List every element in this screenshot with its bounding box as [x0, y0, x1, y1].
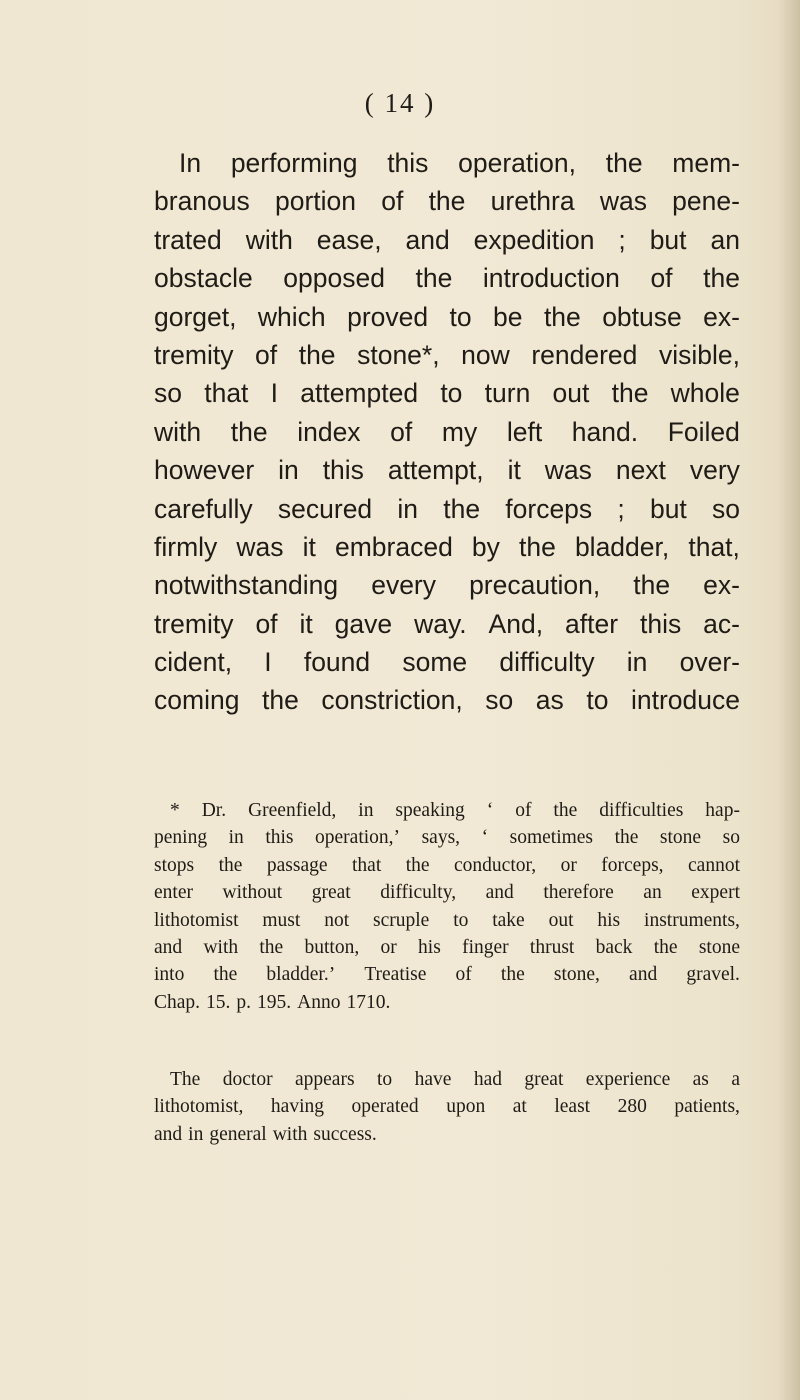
word: ‘ [486, 800, 494, 821]
word: speaking [395, 800, 465, 821]
text-line [154, 336, 740, 374]
word: was [599, 186, 647, 217]
footnote-line [154, 1093, 740, 1120]
word: difficulty, [380, 882, 457, 904]
word: in [358, 800, 374, 821]
word: the [405, 854, 430, 876]
word: cident, [154, 647, 233, 678]
word: Greenfield, [248, 800, 337, 821]
footnote-line [154, 1066, 740, 1093]
word: of [515, 800, 532, 821]
word: operation, [458, 148, 577, 178]
word: this [265, 827, 294, 849]
text-line [154, 259, 740, 297]
word: the [605, 148, 643, 178]
word: hand. [571, 416, 639, 447]
word: in [626, 647, 648, 678]
word: to [586, 685, 609, 716]
word: the [230, 416, 268, 447]
word: cannot [688, 854, 740, 876]
word: this [639, 608, 682, 639]
word: be [493, 301, 523, 332]
word: 280 [617, 1096, 647, 1118]
word: stone [698, 936, 740, 958]
word: which [257, 301, 326, 332]
word: the [218, 854, 243, 876]
word: notwithstanding [154, 570, 339, 601]
word: a [731, 1069, 740, 1090]
word: least [554, 1096, 591, 1118]
footnote-line [154, 879, 740, 906]
footnote-line [154, 852, 740, 879]
word: ‘ [481, 827, 489, 849]
word: and [485, 882, 514, 904]
text-line [154, 681, 740, 719]
word: difficulties [599, 800, 684, 821]
word: whole [670, 378, 740, 409]
word: mem- [672, 148, 740, 178]
word: coming [154, 685, 240, 716]
word: with [203, 936, 239, 958]
word: in [278, 455, 299, 486]
word: it [302, 531, 316, 562]
word: carefully [154, 493, 253, 524]
text-line [154, 374, 740, 412]
word: ex- [703, 570, 740, 601]
word: hap- [705, 800, 740, 821]
word: ac- [703, 608, 740, 639]
word: found [303, 647, 371, 678]
word: next [615, 455, 666, 486]
word: Treatise [364, 964, 427, 986]
word: as [692, 1069, 709, 1090]
text-line [154, 566, 740, 604]
word: the [443, 493, 481, 524]
word: of [390, 416, 413, 447]
footnote-line [154, 1121, 740, 1148]
word: as [535, 685, 564, 716]
word: it [507, 455, 521, 486]
word: Anno [297, 991, 341, 1013]
word: of [255, 608, 278, 639]
word: was [236, 531, 284, 562]
footnote-line [154, 934, 740, 961]
word: obtuse [602, 301, 682, 332]
word: it [299, 608, 313, 639]
word: instruments, [644, 909, 740, 931]
word: after [565, 608, 619, 639]
word: this [322, 455, 364, 486]
word: tremity [154, 608, 234, 639]
word: 1710. [346, 991, 391, 1013]
word: was [544, 455, 592, 486]
word: general [209, 1123, 267, 1145]
word: passage [266, 854, 328, 876]
word: stone*, [357, 339, 440, 370]
word: the [611, 378, 649, 409]
word: experience [585, 1069, 671, 1090]
page-edge-shadow [778, 0, 800, 1400]
word: now [461, 339, 510, 370]
main-paragraph [154, 144, 740, 720]
word: of [455, 964, 472, 986]
word: firmly [154, 531, 218, 562]
word: I [270, 378, 279, 409]
footnote-greenfield [154, 797, 740, 1016]
word: some [402, 647, 468, 678]
word: in [228, 827, 244, 849]
word: to [449, 301, 472, 332]
word: forceps [505, 493, 593, 524]
word: the [553, 800, 578, 821]
word: introduction [482, 263, 620, 294]
word: opposed [283, 263, 385, 294]
word: of [255, 339, 278, 370]
word: tremity [154, 339, 234, 370]
word: the [543, 301, 581, 332]
word: operation,’ [315, 827, 401, 849]
word: his [597, 909, 621, 931]
word: portion [274, 186, 357, 217]
word: with [272, 1123, 308, 1145]
word: that, [688, 531, 740, 562]
word: great [311, 882, 351, 904]
word: having [270, 1096, 324, 1118]
word: the [614, 827, 639, 849]
text-line [154, 144, 740, 182]
word: out [548, 909, 574, 931]
word: Foiled [667, 416, 740, 447]
word: precaution, [469, 570, 601, 601]
word: lithotomist [154, 909, 239, 931]
word: that [352, 854, 382, 876]
word: bladder.’ [266, 964, 336, 986]
word: performing [230, 148, 358, 178]
word: in [397, 493, 419, 524]
word: scruple [373, 909, 430, 931]
word: upon [446, 1096, 486, 1118]
word: so [712, 493, 740, 524]
word: ; [618, 224, 626, 255]
word: to [440, 378, 463, 409]
word: success. [313, 1123, 377, 1145]
word: rendered [531, 339, 638, 370]
word: I [264, 647, 272, 678]
word: the [703, 263, 740, 294]
word: gorget, [154, 301, 237, 332]
word: lithotomist, [154, 1096, 244, 1118]
word: with [154, 416, 202, 447]
word: to [376, 1069, 393, 1090]
word: ex- [703, 301, 740, 332]
word: trated [154, 224, 222, 255]
word: pene- [672, 186, 740, 217]
word: index [297, 416, 361, 447]
word: had [473, 1069, 502, 1090]
footnote-doctor-experience [154, 1066, 740, 1148]
word: pening [154, 827, 208, 849]
word: gravel. [686, 964, 740, 986]
word: * [170, 800, 180, 821]
word: urethra [490, 186, 575, 217]
word: and [629, 964, 658, 986]
word: embraced [334, 531, 453, 562]
word: the [500, 964, 525, 986]
word: his [418, 936, 441, 958]
word: however [154, 455, 255, 486]
word: patients, [674, 1096, 740, 1118]
word: obstacle [154, 263, 253, 294]
word: the [653, 936, 678, 958]
word: doctor [222, 1069, 273, 1090]
word: visible, [658, 339, 740, 370]
footnote-line [154, 797, 740, 824]
word: the [213, 964, 238, 986]
word: with [245, 224, 293, 255]
word: an [643, 882, 662, 904]
word: attempt, [387, 455, 484, 486]
word: so [485, 685, 514, 716]
word: the [261, 685, 299, 716]
word: at [512, 1096, 527, 1118]
word: out [552, 378, 590, 409]
word: an [710, 224, 740, 255]
word: ease, [316, 224, 382, 255]
word: this [387, 148, 429, 178]
word: secured [277, 493, 373, 524]
text-line [154, 451, 740, 489]
word: the [633, 570, 671, 601]
word: appears [295, 1069, 355, 1090]
text-line [154, 182, 740, 220]
footnote-line [154, 907, 740, 934]
word: Dr. [201, 800, 227, 821]
word: left [506, 416, 543, 447]
word: constriction, [321, 685, 463, 716]
word: in [188, 1123, 204, 1145]
word: the [519, 531, 556, 562]
footnote-line [154, 989, 740, 1016]
footnote-line [154, 961, 740, 988]
footnote-line [154, 824, 740, 851]
word: over- [679, 647, 740, 678]
word: the [415, 263, 453, 294]
word: The [170, 1069, 201, 1090]
word: or [560, 854, 577, 876]
word: enter [154, 882, 193, 904]
word: difficulty [499, 647, 595, 678]
word: proved [347, 301, 429, 332]
word: Chap. [154, 991, 201, 1013]
word: very [689, 455, 740, 486]
word: 15. [206, 991, 231, 1013]
word: gave [334, 608, 393, 639]
word: or [380, 936, 397, 958]
word: take [492, 909, 525, 931]
text-line [154, 298, 740, 336]
text-line [154, 221, 740, 259]
word: that [204, 378, 249, 409]
word: conductor, [454, 854, 537, 876]
word: bladder, [574, 531, 670, 562]
word: and [154, 1123, 183, 1145]
word: In [179, 148, 202, 178]
word: forceps, [601, 854, 664, 876]
word: not [324, 909, 350, 931]
word: expert [691, 882, 740, 904]
word: but [649, 224, 687, 255]
word: And, [488, 608, 544, 639]
word: into [154, 964, 185, 986]
word: the [298, 339, 336, 370]
word: great [524, 1069, 564, 1090]
word: but [649, 493, 687, 524]
word: of [650, 263, 673, 294]
word: without [222, 882, 283, 904]
word: p. [236, 991, 252, 1013]
word: attempted [300, 378, 419, 409]
word: expedition [473, 224, 595, 255]
word: stops [154, 854, 195, 876]
page-number: ( 14 ) [364, 88, 436, 118]
word: sometimes [509, 827, 594, 849]
word: ; [617, 493, 625, 524]
word: branous [154, 186, 250, 217]
text-line [154, 490, 740, 528]
word: by [471, 531, 500, 562]
word: therefore [543, 882, 614, 904]
text-line [154, 528, 740, 566]
word: the [259, 936, 284, 958]
word: 195. [257, 991, 292, 1013]
word: thrust [529, 936, 575, 958]
word: button, [304, 936, 360, 958]
word: stone, [553, 964, 600, 986]
word: says, [421, 827, 461, 849]
text-line [154, 605, 740, 643]
word: and [405, 224, 450, 255]
word: of [381, 186, 404, 217]
text-line [154, 413, 740, 451]
word: have [414, 1069, 452, 1090]
word: the [428, 186, 466, 217]
word: back [595, 936, 633, 958]
word: operated [351, 1096, 419, 1118]
word: stone [659, 827, 702, 849]
word: to [453, 909, 469, 931]
word: turn [484, 378, 531, 409]
word: finger [462, 936, 509, 958]
word: must [262, 909, 301, 931]
word: and [154, 936, 183, 958]
text-line [154, 643, 740, 681]
word: way. [414, 608, 467, 639]
word: introduce [630, 685, 740, 716]
word: so [154, 378, 182, 409]
word: so [722, 827, 740, 849]
word: my [441, 416, 478, 447]
word: every [371, 570, 437, 601]
